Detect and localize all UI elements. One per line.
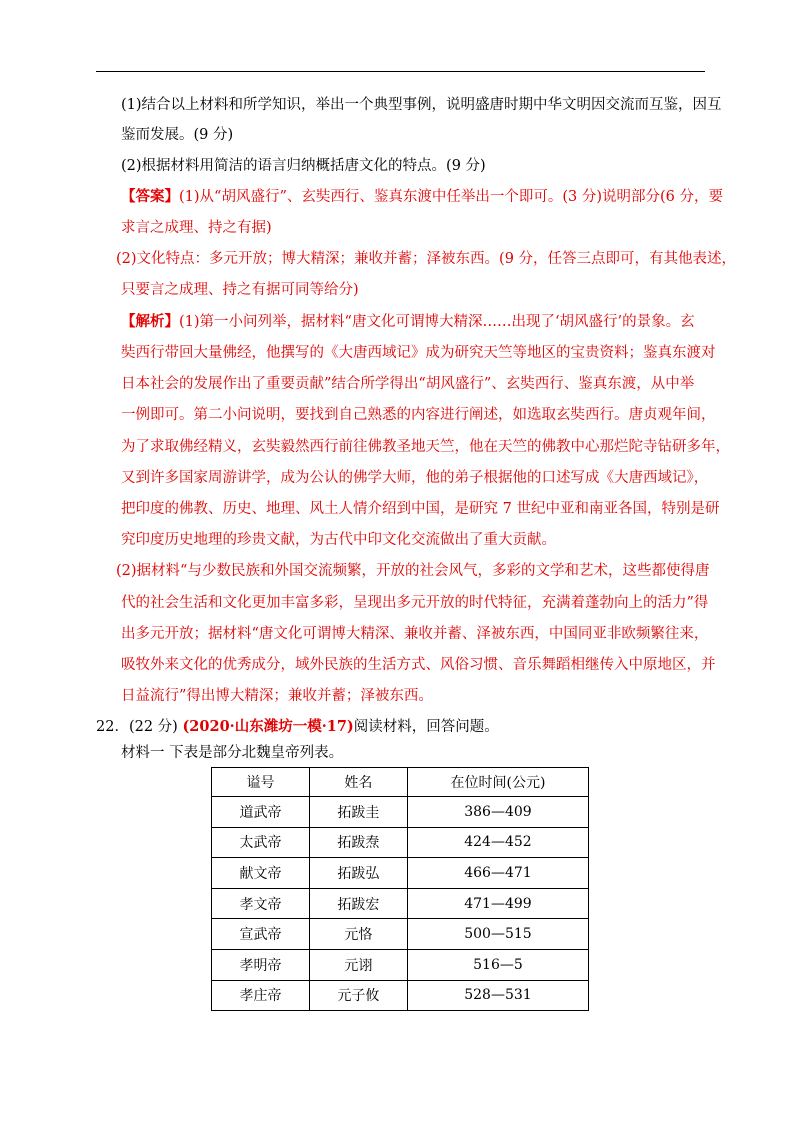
analysis-line-2: 奘西行带回大量佛经，他撰写的《大唐西域记》成为研究天竺等地区的宝贵资料；鉴真东渡对: [121, 345, 716, 361]
question-1-line-2: 鉴而发展。(9 分): [121, 127, 234, 143]
question-22-source: (2020·山东潍坊一模·17): [182, 718, 354, 735]
table-row: [212, 888, 589, 919]
analysis-text-1: (1)第一小问列举，据材料“唐文化可谓博大精深……出现了‘胡风盛行’的景象。玄: [179, 314, 695, 330]
analysis-line-7: 把印度的佛教、历史、地理、风土人情介绍到中国，是研究 7 世纪中亚和南亚各国，特别是研: [121, 501, 720, 517]
answer-line-3: (2)文化特点：多元开放；博大精深；兼收并蓄；泽被东西。(9 分，任答三点即可，有其他表述，: [116, 251, 737, 267]
table-row: [212, 858, 589, 889]
table-cell: 471—499: [407, 888, 588, 919]
table-row: [212, 949, 589, 980]
answer-tag: 【答案】: [121, 188, 179, 205]
analysis-line-8: 究印度历史地理的珍贵文献，为古代中印文化交流做出了重大贡献。: [121, 532, 556, 548]
table-cell: 拓跋宏: [309, 888, 407, 919]
material-one-caption: 材料一 下表是部分北魏皇帝列表。: [121, 745, 344, 761]
analysis-line-13: 日益流行”得出博大精深；兼收并蓄；泽被东西。: [121, 688, 433, 704]
emperor-table: [211, 767, 589, 1011]
table-cell: 献文帝: [212, 858, 310, 889]
table-header-cell: 谥号: [212, 768, 310, 797]
table-cell: 424—452: [407, 827, 588, 858]
analysis-line-4: 一例即可。第二小问说明，要找到自己熟悉的内容进行阐述，如选取玄奘西行。唐贞观年间，: [121, 407, 716, 423]
table-header-row: [212, 768, 589, 797]
table-row: [212, 797, 589, 828]
table-row: [212, 827, 589, 858]
table-cell: 孝文帝: [212, 888, 310, 919]
question-2-line-1: (2)根据材料用简洁的语言归纳概括唐文化的特点。(9 分): [121, 158, 486, 174]
table-cell: 500—515: [407, 919, 588, 950]
question-22-number: 22．(22 分): [96, 719, 178, 735]
table-cell: 宣武帝: [212, 919, 310, 950]
analysis-line-12: 吸牧外来文化的优秀成分，域外民族的生活方式、风俗习惯、音乐舞蹈相继传入中原地区，并: [121, 657, 716, 673]
analysis-line-6: 又到许多国家周游讲学，成为公认的佛学大师，他的弟子根据他的口述写成《大唐西域记》，: [121, 470, 709, 486]
table-cell: 道武帝: [212, 797, 310, 828]
table-cell: 拓跋焘: [309, 827, 407, 858]
analysis-line-5: 为了求取佛经精义，玄奘毅然西行前往佛教圣地天竺，他在天竺的佛教中心那烂陀寺钻研多年，: [121, 439, 730, 455]
table-header-cell: 在位时间(公元): [407, 768, 588, 797]
answer-line-2: 求言之成理、持之有据): [121, 220, 272, 236]
analysis-tag: 【解析】: [121, 313, 179, 330]
table-cell: 拓跋圭: [309, 797, 407, 828]
answer-line-4: 只要言之成理、持之有据可同等给分): [121, 282, 359, 298]
analysis-line-3: 日本社会的发展作出了重要贡献”结合所学得出“胡风盛行”、玄奘西行、鉴真东渡，从中举: [121, 376, 695, 392]
table-row: [212, 980, 589, 1011]
table-cell: 466—471: [407, 858, 588, 889]
table-cell: 元恪: [309, 919, 407, 950]
table-cell: 516—5: [407, 949, 588, 980]
table-cell: 孝庄帝: [212, 980, 310, 1011]
table-cell: 太武帝: [212, 827, 310, 858]
analysis-line-1: [121, 311, 695, 333]
table-cell: 元子攸: [309, 980, 407, 1011]
analysis-line-10: 代的社会生活和文化更加丰富多彩，呈现出多元开放的时代特征，充满着蓬勃向上的活力”得: [121, 595, 709, 611]
table-cell: 拓跋弘: [309, 858, 407, 889]
analysis-line-11: 出多元开放；据材料“唐文化可谓博大精深、兼收并蓄、泽被东西，中国同亚非欧频繁往来，: [121, 626, 709, 642]
table-row: [212, 919, 589, 950]
answer-line-1: [121, 186, 723, 208]
answer-text-1: (1)从“胡风盛行”、玄奘西行、鉴真东渡中任举出一个即可。(3 分)说明部分(6 分，要: [179, 189, 724, 205]
question-22-line: [96, 716, 499, 738]
analysis-line-9: (2)据材料“与少数民族和外国交流频繁，开放的社会风气，多彩的文学和艺术，这些都使得唐: [116, 563, 710, 579]
question-1-line-1: (1)结合以上材料和所学知识，举出一个典型事例，说明盛唐时期中华文明因交流而互鉴，因互: [121, 97, 722, 113]
table-cell: 528—531: [407, 980, 588, 1011]
question-22-prompt: 阅读材料，回答问题。: [353, 719, 499, 735]
table-cell: 孝明帝: [212, 949, 310, 980]
header-rule: [96, 71, 705, 72]
table-cell: 386—409: [407, 797, 588, 828]
table-header-cell: 姓名: [309, 768, 407, 797]
table-cell: 元诩: [309, 949, 407, 980]
